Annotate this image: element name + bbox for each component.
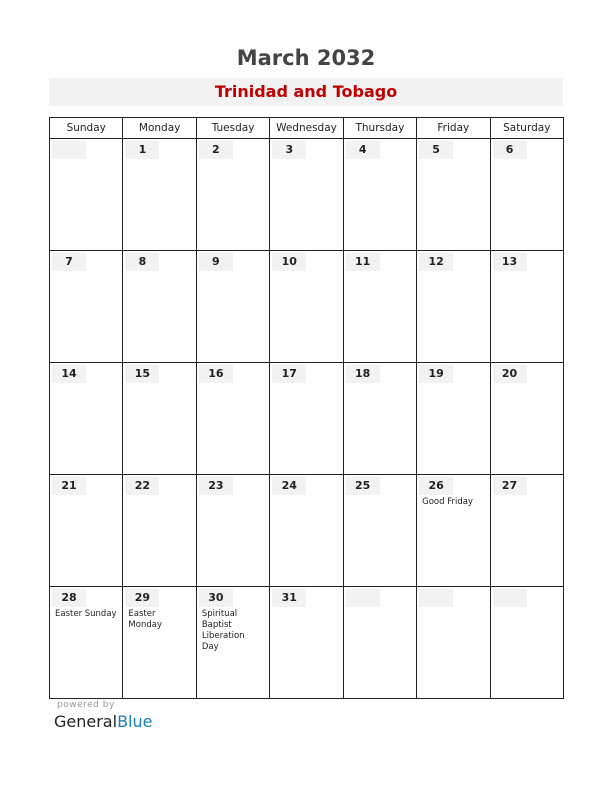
weekday-tuesday: Tuesday (196, 118, 269, 139)
day-number: 20 (493, 365, 527, 383)
week-row (50, 475, 564, 587)
weekday-thursday: Thursday (343, 118, 416, 139)
day-cell (490, 139, 563, 251)
calendar-body (50, 139, 564, 699)
day-number: 4 (346, 141, 380, 159)
day-number (419, 589, 453, 607)
day-cell (50, 475, 123, 587)
day-number: 25 (346, 477, 380, 495)
day-number: 14 (52, 365, 86, 383)
day-number: 13 (493, 253, 527, 271)
day-cell (343, 587, 416, 699)
brand-general: General (54, 712, 118, 731)
day-cell (270, 139, 343, 251)
weekday-sunday: Sunday (50, 118, 123, 139)
day-number: 28 (52, 589, 86, 607)
day-cell (196, 475, 269, 587)
day-number: 27 (493, 477, 527, 495)
weekday-saturday: Saturday (490, 118, 563, 139)
day-cell (50, 139, 123, 251)
day-cell (123, 475, 196, 587)
calendar-grid (49, 117, 564, 699)
weekday-header-row (50, 118, 564, 139)
holiday-label: Easter Sunday (55, 609, 117, 619)
day-number: 24 (272, 477, 306, 495)
holiday-label: Spiritual Baptist Liberation Day (201, 609, 245, 652)
day-number: 9 (199, 253, 233, 271)
day-cell (417, 139, 490, 251)
day-cell (490, 587, 563, 699)
day-number: 5 (419, 141, 453, 159)
holiday-label: Good Friday (422, 497, 473, 507)
day-number (346, 589, 380, 607)
day-number: 3 (272, 141, 306, 159)
day-number: 15 (125, 365, 159, 383)
week-row (50, 139, 564, 251)
day-cell (417, 251, 490, 363)
day-number: 30 (199, 589, 233, 607)
day-cell (196, 363, 269, 475)
day-cell (417, 475, 490, 587)
day-cell (50, 587, 123, 699)
day-number: 11 (346, 253, 380, 271)
week-row (50, 251, 564, 363)
day-cell (196, 587, 269, 699)
day-cell (417, 363, 490, 475)
day-cell (343, 475, 416, 587)
day-cell (417, 587, 490, 699)
day-cell (490, 251, 563, 363)
day-number: 26 (419, 477, 453, 495)
day-number: 2 (199, 141, 233, 159)
brand-blue: Blue (117, 712, 153, 731)
day-number: 29 (125, 589, 159, 607)
day-cell (123, 251, 196, 363)
country-name: Trinidad and Tobago (49, 78, 563, 106)
week-row (50, 587, 564, 699)
day-number: 10 (272, 253, 306, 271)
day-number: 12 (419, 253, 453, 271)
day-number: 23 (199, 477, 233, 495)
brand-logo (54, 712, 152, 731)
day-number: 18 (346, 365, 380, 383)
day-cell (343, 363, 416, 475)
calendar-title: March 2032 (236, 46, 376, 70)
day-cell (123, 139, 196, 251)
day-cell (343, 251, 416, 363)
day-number: 16 (199, 365, 233, 383)
day-number: 6 (493, 141, 527, 159)
day-number: 17 (272, 365, 306, 383)
day-cell (490, 475, 563, 587)
day-cell (270, 251, 343, 363)
day-cell (270, 363, 343, 475)
week-row (50, 363, 564, 475)
day-cell (196, 139, 269, 251)
day-cell (123, 363, 196, 475)
weekday-monday: Monday (123, 118, 196, 139)
day-number (52, 141, 86, 159)
day-cell (196, 251, 269, 363)
day-cell (123, 587, 196, 699)
day-cell (270, 475, 343, 587)
weekday-friday: Friday (417, 118, 490, 139)
day-number (493, 589, 527, 607)
day-cell (490, 363, 563, 475)
day-cell (50, 251, 123, 363)
day-number: 7 (52, 253, 86, 271)
weekday-wednesday: Wednesday (270, 118, 343, 139)
day-cell (50, 363, 123, 475)
powered-by-text: powered by (57, 700, 115, 710)
day-cell (343, 139, 416, 251)
day-number: 31 (272, 589, 306, 607)
day-number: 22 (125, 477, 159, 495)
day-number: 21 (52, 477, 86, 495)
day-number: 19 (419, 365, 453, 383)
holiday-label: Easter Monday (128, 609, 162, 630)
day-number: 8 (125, 253, 159, 271)
day-number: 1 (125, 141, 159, 159)
day-cell (270, 587, 343, 699)
